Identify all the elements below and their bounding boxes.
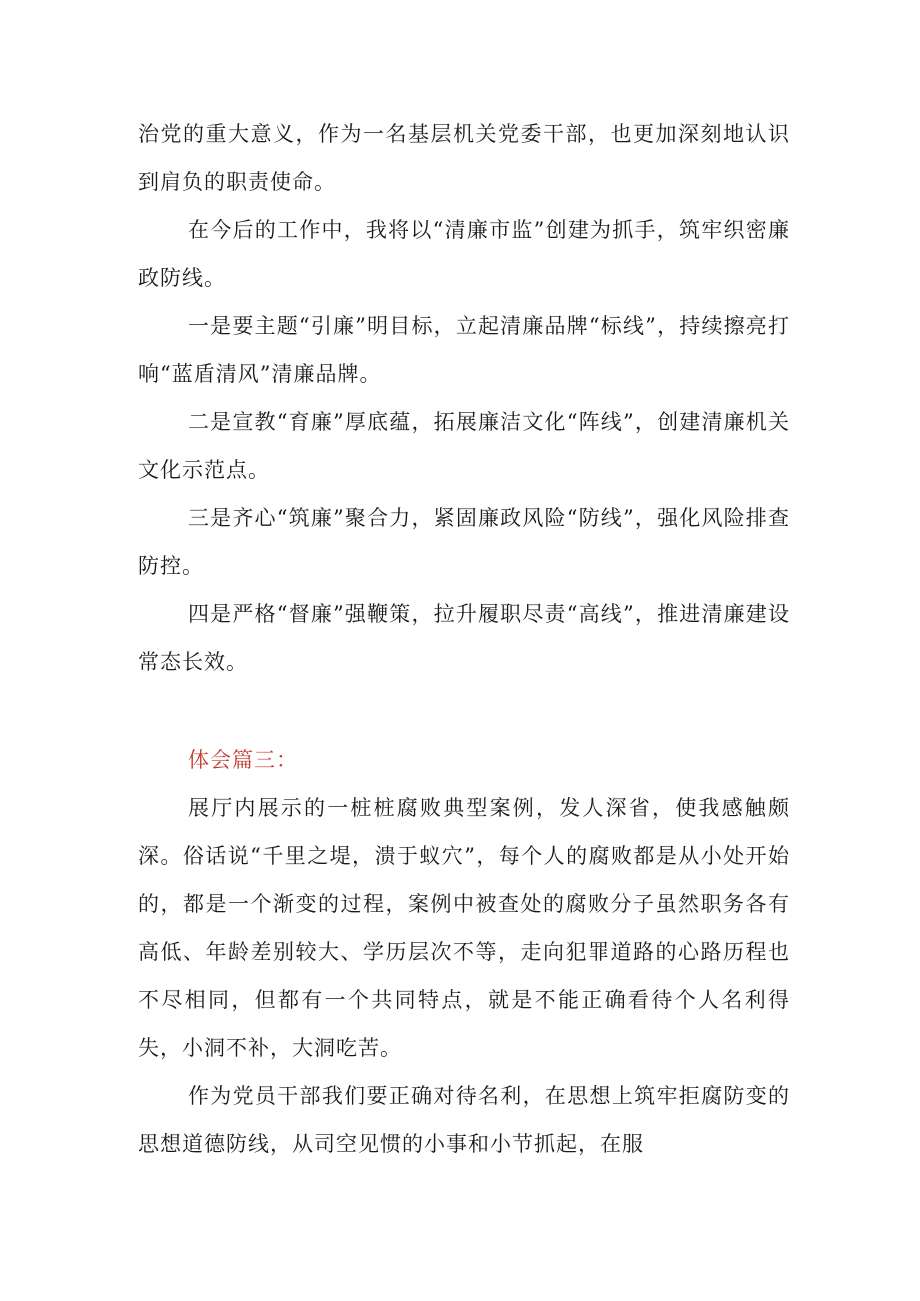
paragraph-point-four: 四是严格“督廉”强鞭策，拉升履职尽责“高线”，推进清廉建设常态长效。 xyxy=(138,602,790,674)
paragraph-work-plan: 在今后的工作中，我将以“清廉市监”创建为抓手，筑牢织密廉政防线。 xyxy=(138,218,790,290)
paragraph-continuation: 治党的重大意义，作为一名基层机关党委干部，也更加深刻地认识到肩负的职责使命。 xyxy=(138,122,790,194)
paragraph-party-member-duty: 作为党员干部我们要正确对待名利，在思想上筑牢拒腐防变的思想道德防线，从司空见惯的小事和小节抓起，在服 xyxy=(138,1084,790,1156)
paragraph-point-one: 一是要主题“引廉”明目标，立起清廉品牌“标线”，持续擦亮打响“蓝盾清风”清廉品牌。 xyxy=(138,314,790,386)
paragraph-point-three: 三是齐心“筑廉”聚合力，紧固廉政风险“防线”，强化风险排查防控。 xyxy=(138,506,790,578)
paragraph-exhibition-reflection: 展厅内展示的一桩桩腐败典型案例，发人深省，使我感触颇深。俗话说“千里之堤，溃于蚁穴”，每个人的腐败都是从小处开始的，都是一个渐变的过程，案例中被查处的腐败分子虽然职务各有高低、年龄差别较大、学历层次不等，走向犯罪道路的心路历程也不尽相同，但都有一个共同特点，就是不能正确看待个人名利得失，小洞不补，大洞吃苦。 xyxy=(138,796,790,1060)
paragraph-point-two: 二是宣教“育廉”厚底蕴，拓展廉洁文化“阵线”，创建清廉机关文化示范点。 xyxy=(138,410,790,482)
section-heading: 体会篇三： xyxy=(188,748,298,772)
